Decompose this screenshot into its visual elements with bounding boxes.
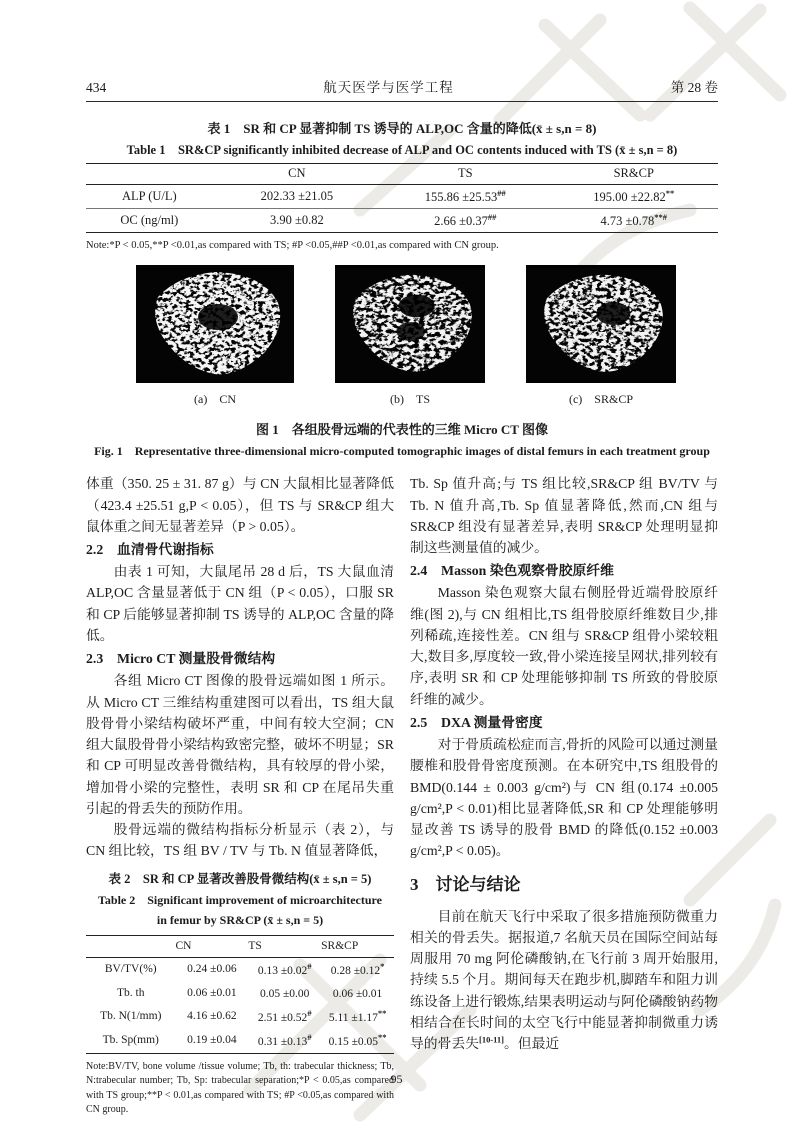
cell-value: 0.31 ±0.13 (257, 1035, 308, 1048)
table-2 (86, 935, 394, 1054)
footer-page-number: 95 (390, 1072, 403, 1086)
micro-ct-image-ts (335, 265, 485, 383)
significance-marker: # (307, 960, 312, 971)
paragraph: Masson 染色观察大鼠右侧胫骨近端骨胶原纤维(图 2),与 CN 组相比,TS 组骨胶原纤维数目少,排列稀疏,连接性差。CN 组与 SR&CP 组骨小梁较粗大,数目多,厚度较一致,骨小梁连接呈网状,排列较有序,表明 SR 和 CP 处理能够抑制 TS 所致的骨胶原纤维的减少。 (410, 585, 718, 707)
table2-note: Note:BV/TV, bone volume /tissue volume; Tb, th: trabecular thickness; Tb, N:trabecular number; Tb, Sp: trabecular separation;*P < 0.05,as compared with TS group;**P < 0.01,as compared with TS; #P <0.05,as compared with CN group. (86, 1060, 394, 1116)
cell-value: 2.66 ±0.37 (434, 214, 488, 229)
significance-marker: ** (377, 1007, 387, 1018)
row-label: Tb. th (117, 986, 145, 999)
figure1-panel-srcp (526, 265, 676, 407)
table2-header-row (86, 935, 394, 958)
cell-value: 2.51 ±0.52 (257, 1011, 308, 1024)
row-label: Tb. N(1/mm) (100, 1010, 162, 1023)
figure1-panel-cn (136, 265, 294, 407)
table-1 (86, 163, 718, 233)
paragraph-text: 。但最近 (504, 1036, 560, 1052)
table-row (86, 1005, 394, 1029)
cell-value: 0.06 ±0.01 (332, 988, 383, 1001)
cell-value: 0.15 ±0.05 (328, 1035, 379, 1048)
paragraph-text: 目前在航天飞行中采取了很多措施预防微重力相关的骨丢失。据报道,7 名航天员在国际空间站每周服用 70 mg 阿伦磷酸钠,在飞行前 3 周开始服用,持续 5.5 个月。期间每天在跑步机,脚踏车和阻力训练设备上进行锻炼,结果表明运动与阿伦磷酸钠药物相结合在长时间的太空飞行中能显著抑制微重力诱导的骨丢失 (410, 908, 718, 1052)
paragraph: 各组 Micro CT 图像的股骨远端如图 1 所示。从 Micro CT 三维结构重建图可以看出，TS 组大鼠股骨骨小梁结构破坏严重，中间有较大空洞；CN 组大鼠股骨骨小梁结构致密完整，破坏不明显；SR 和 CP 可明显改善骨微结构，具有较厚的骨小梁，增加骨小梁的完整性，表明 SR 和 CP 在尾吊失重引起的骨丢失的预防作用。 (86, 673, 394, 816)
paragraph (410, 906, 718, 1055)
section-heading-2-2: 2.2 血清骨代谢指标 (86, 542, 214, 558)
cell-value: 4.73 ±0.78 (600, 214, 655, 229)
table-row (86, 1029, 394, 1053)
cell-value: 0.06 ±0.01 (187, 986, 237, 999)
table1-col-cn: CN (213, 164, 381, 185)
figure1-caption-zh: 图 1 各组股骨远端的代表性的三维 Micro CT 图像 (255, 422, 548, 438)
cell-value: 0.28 ±0.12 (330, 964, 381, 977)
significance-marker: ## (497, 188, 506, 198)
table1-col-ts: TS (381, 164, 549, 185)
cell-value: 3.90 ±0.82 (269, 213, 324, 228)
panel-label-b: (b) TS (390, 392, 430, 407)
table-row (86, 209, 718, 233)
panel-label-c: (c) SR&CP (568, 392, 633, 407)
table1-title-en: Table 1 SR&CP significantly inhibited decrease of ALP and OC contents induced with TS (x̄ ± s,n = 8) (126, 143, 678, 157)
table1-header-row (86, 164, 718, 185)
figure1-panel-ts (335, 265, 485, 407)
significance-marker: # (307, 1007, 312, 1018)
left-column (86, 473, 394, 1117)
table2-col-ts: TS (248, 935, 321, 958)
table2-col-srcp: SR&CP (321, 935, 394, 958)
table2-title-zh: 表 2 SR 和 CP 显著改善股骨微结构(x̄ ± s,n = 5) (108, 871, 372, 886)
section-heading-2-5: 2.5 DXA 测量骨密度 (410, 714, 543, 730)
table-row (86, 185, 718, 209)
significance-marker: * (380, 960, 385, 971)
paragraph: 由表 1 可知，大鼠尾吊 28 d 后，TS 大鼠血清 ALP,OC 含量显著低于 CN 组（P < 0.05），口服 SR 和 CP 后能够显著抑制 TS 诱导的 ALP,OC 含量的降低。 (86, 564, 394, 643)
table2-title-en-line2: in femur by SR&CP (x̄ ± s,n = 5) (156, 913, 324, 928)
volume-label: 第 28 卷 (670, 80, 718, 95)
table1-note: Note:*P < 0.05,**P <0.01,as compared with TS; #P <0.05,##P <0.01,as compared with CN group. (86, 240, 499, 252)
header-page-number: 434 (86, 80, 107, 95)
paragraph: 对于骨质疏松症而言,骨折的风险可以通过测量腰椎和股骨骨密度预测。在本研究中,TS 组股骨的 BMD(0.144 ± 0.003 g/cm²)与 CN 组(0.174 ±0.005 g/cm²,P < 0.01)相比显著降低,SR 和 CP 处理能够明显改善 TS 诱导的股骨 BMD 的降低(0.152 ±0.003 g/cm²,P < 0.05)。 (410, 737, 718, 859)
cell-value: 0.13 ±0.02 (257, 964, 308, 977)
panel-label-a: (a) CN (194, 392, 236, 407)
section-heading-2-3: 2.3 Micro CT 测量股骨微结构 (86, 651, 276, 667)
cell-value: 0.24 ±0.06 (187, 963, 237, 976)
figure1-caption-en: Fig. 1 Representative three-dimensional micro-computed tomographic images of distal femurs in each treatment group (94, 444, 710, 459)
cell-value: 4.16 ±0.62 (187, 1010, 237, 1023)
paper-page (86, 76, 718, 1118)
section-heading-3: 3 讨论与结论 (410, 874, 521, 894)
table-row (86, 982, 394, 1006)
table1-col-srcp: SR&CP (550, 164, 718, 185)
significance-marker: ** (665, 188, 675, 198)
row-label: Tb. Sp(mm) (102, 1033, 159, 1046)
table2-title-en-line1: Table 2 Significant improvement of microarchitecture (98, 892, 382, 907)
table2-col-cn: CN (175, 935, 248, 958)
citation-marker: [10-11] (478, 1034, 505, 1045)
paragraph: 股骨远端的微结构指标分析显示（表 2），与 CN 组比较，TS 组 BV / TV 与 Tb. N 值显著降低， (86, 822, 394, 859)
significance-marker: ## (487, 212, 497, 223)
cell-value: 155.86 ±25.53 (424, 190, 498, 205)
table-row (86, 958, 394, 982)
significance-marker: ** (378, 1031, 387, 1042)
cell-value: 0.05 ±0.00 (260, 988, 310, 1001)
significance-marker: # (307, 1031, 312, 1042)
significance-marker: **# (654, 212, 667, 223)
cell-value: 195.00 ±22.82 (593, 190, 666, 205)
section-heading-2-4: 2.4 Masson 染色观察骨胶原纤维 (410, 563, 614, 579)
row-label: BV/TV(%) (104, 963, 157, 976)
figure1-panels (136, 265, 676, 407)
paragraph: 体重（350. 25 ± 31. 87 g）与 CN 大鼠相比显著降低（423.4 ±25.51 g,P < 0.05），但 TS 与 SR&CP 组大鼠体重之间无显著差异（P > 0.05）。 (86, 476, 394, 534)
cell-value: 5.11 ±1.17 (328, 1011, 378, 1024)
journal-title: 航天医学与医学工程 (323, 80, 454, 95)
table1-title-zh: 表 1 SR 和 CP 显著抑制 TS 诱导的 ALP,OC 含量的降低(x̄ ± s,n = 8) (207, 121, 597, 136)
cell-value: 0.19 ±0.04 (187, 1033, 237, 1046)
running-header (86, 76, 718, 102)
micro-ct-image-cn (136, 265, 294, 383)
paragraph: Tb. Sp 值升高;与 TS 组比较,SR&CP 组 BV/TV 与 Tb. N 值升高,Tb. Sp 值显著降低,然而,CN 组与 SR&CP 组没有显著差异,表明 SR&CP 处理明显抑制这些测量值的减少。 (410, 476, 718, 556)
micro-ct-image-srcp (526, 265, 676, 383)
right-column (410, 473, 718, 1117)
row-label: OC (ng/ml) (120, 213, 179, 228)
row-label: ALP (U/L) (86, 185, 213, 209)
cell-value: 202.33 ±21.05 (260, 189, 334, 204)
